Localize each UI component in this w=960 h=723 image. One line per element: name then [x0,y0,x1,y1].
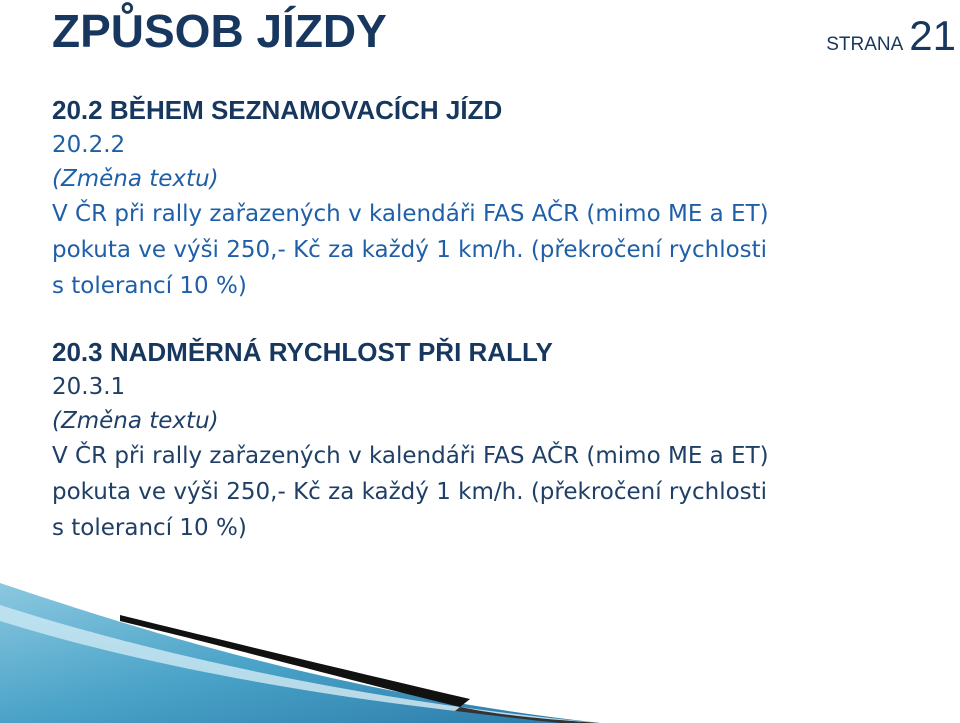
section-20-3 [52,334,932,546]
body-line: pokuta ve výši 250,- Kč za každý 1 km/h. (překročení rychlosti [52,479,768,505]
page-title: ZPŮSOB JÍZDY [52,5,387,57]
body-line: s tolerancí 10 %) [52,515,247,541]
clause-number: 20.3.1 [52,374,126,400]
body-line: V ČR při rally zařazených v kalendáři FAS AČR (mimo ME a ET) [52,443,769,469]
content [52,92,932,546]
change-note: (Změna textu) [52,166,219,192]
change-note: (Změna textu) [52,408,219,434]
spacer [52,304,932,334]
clause-number: 20.2.2 [52,132,126,158]
decorative-swoosh [0,583,960,723]
page-number [826,12,956,60]
body-line: s tolerancí 10 %) [52,273,247,299]
section-20-2 [52,92,932,304]
body-line: pokuta ve výši 250,- Kč za každý 1 km/h. (překročení rychlosti [52,237,768,263]
page-number-value: 21 [909,12,956,59]
page-label: STRANA [826,34,904,55]
body-line: V ČR při rally zařazených v kalendáři FAS AČR (mimo ME a ET) [52,201,769,227]
section-heading: 20.3 NADMĚRNÁ RYCHLOST PŘI RALLY [52,337,553,367]
section-heading: 20.2 BĚHEM SEZNAMOVACÍCH JÍZD [52,95,503,125]
blue-swoosh-shape [0,583,600,723]
